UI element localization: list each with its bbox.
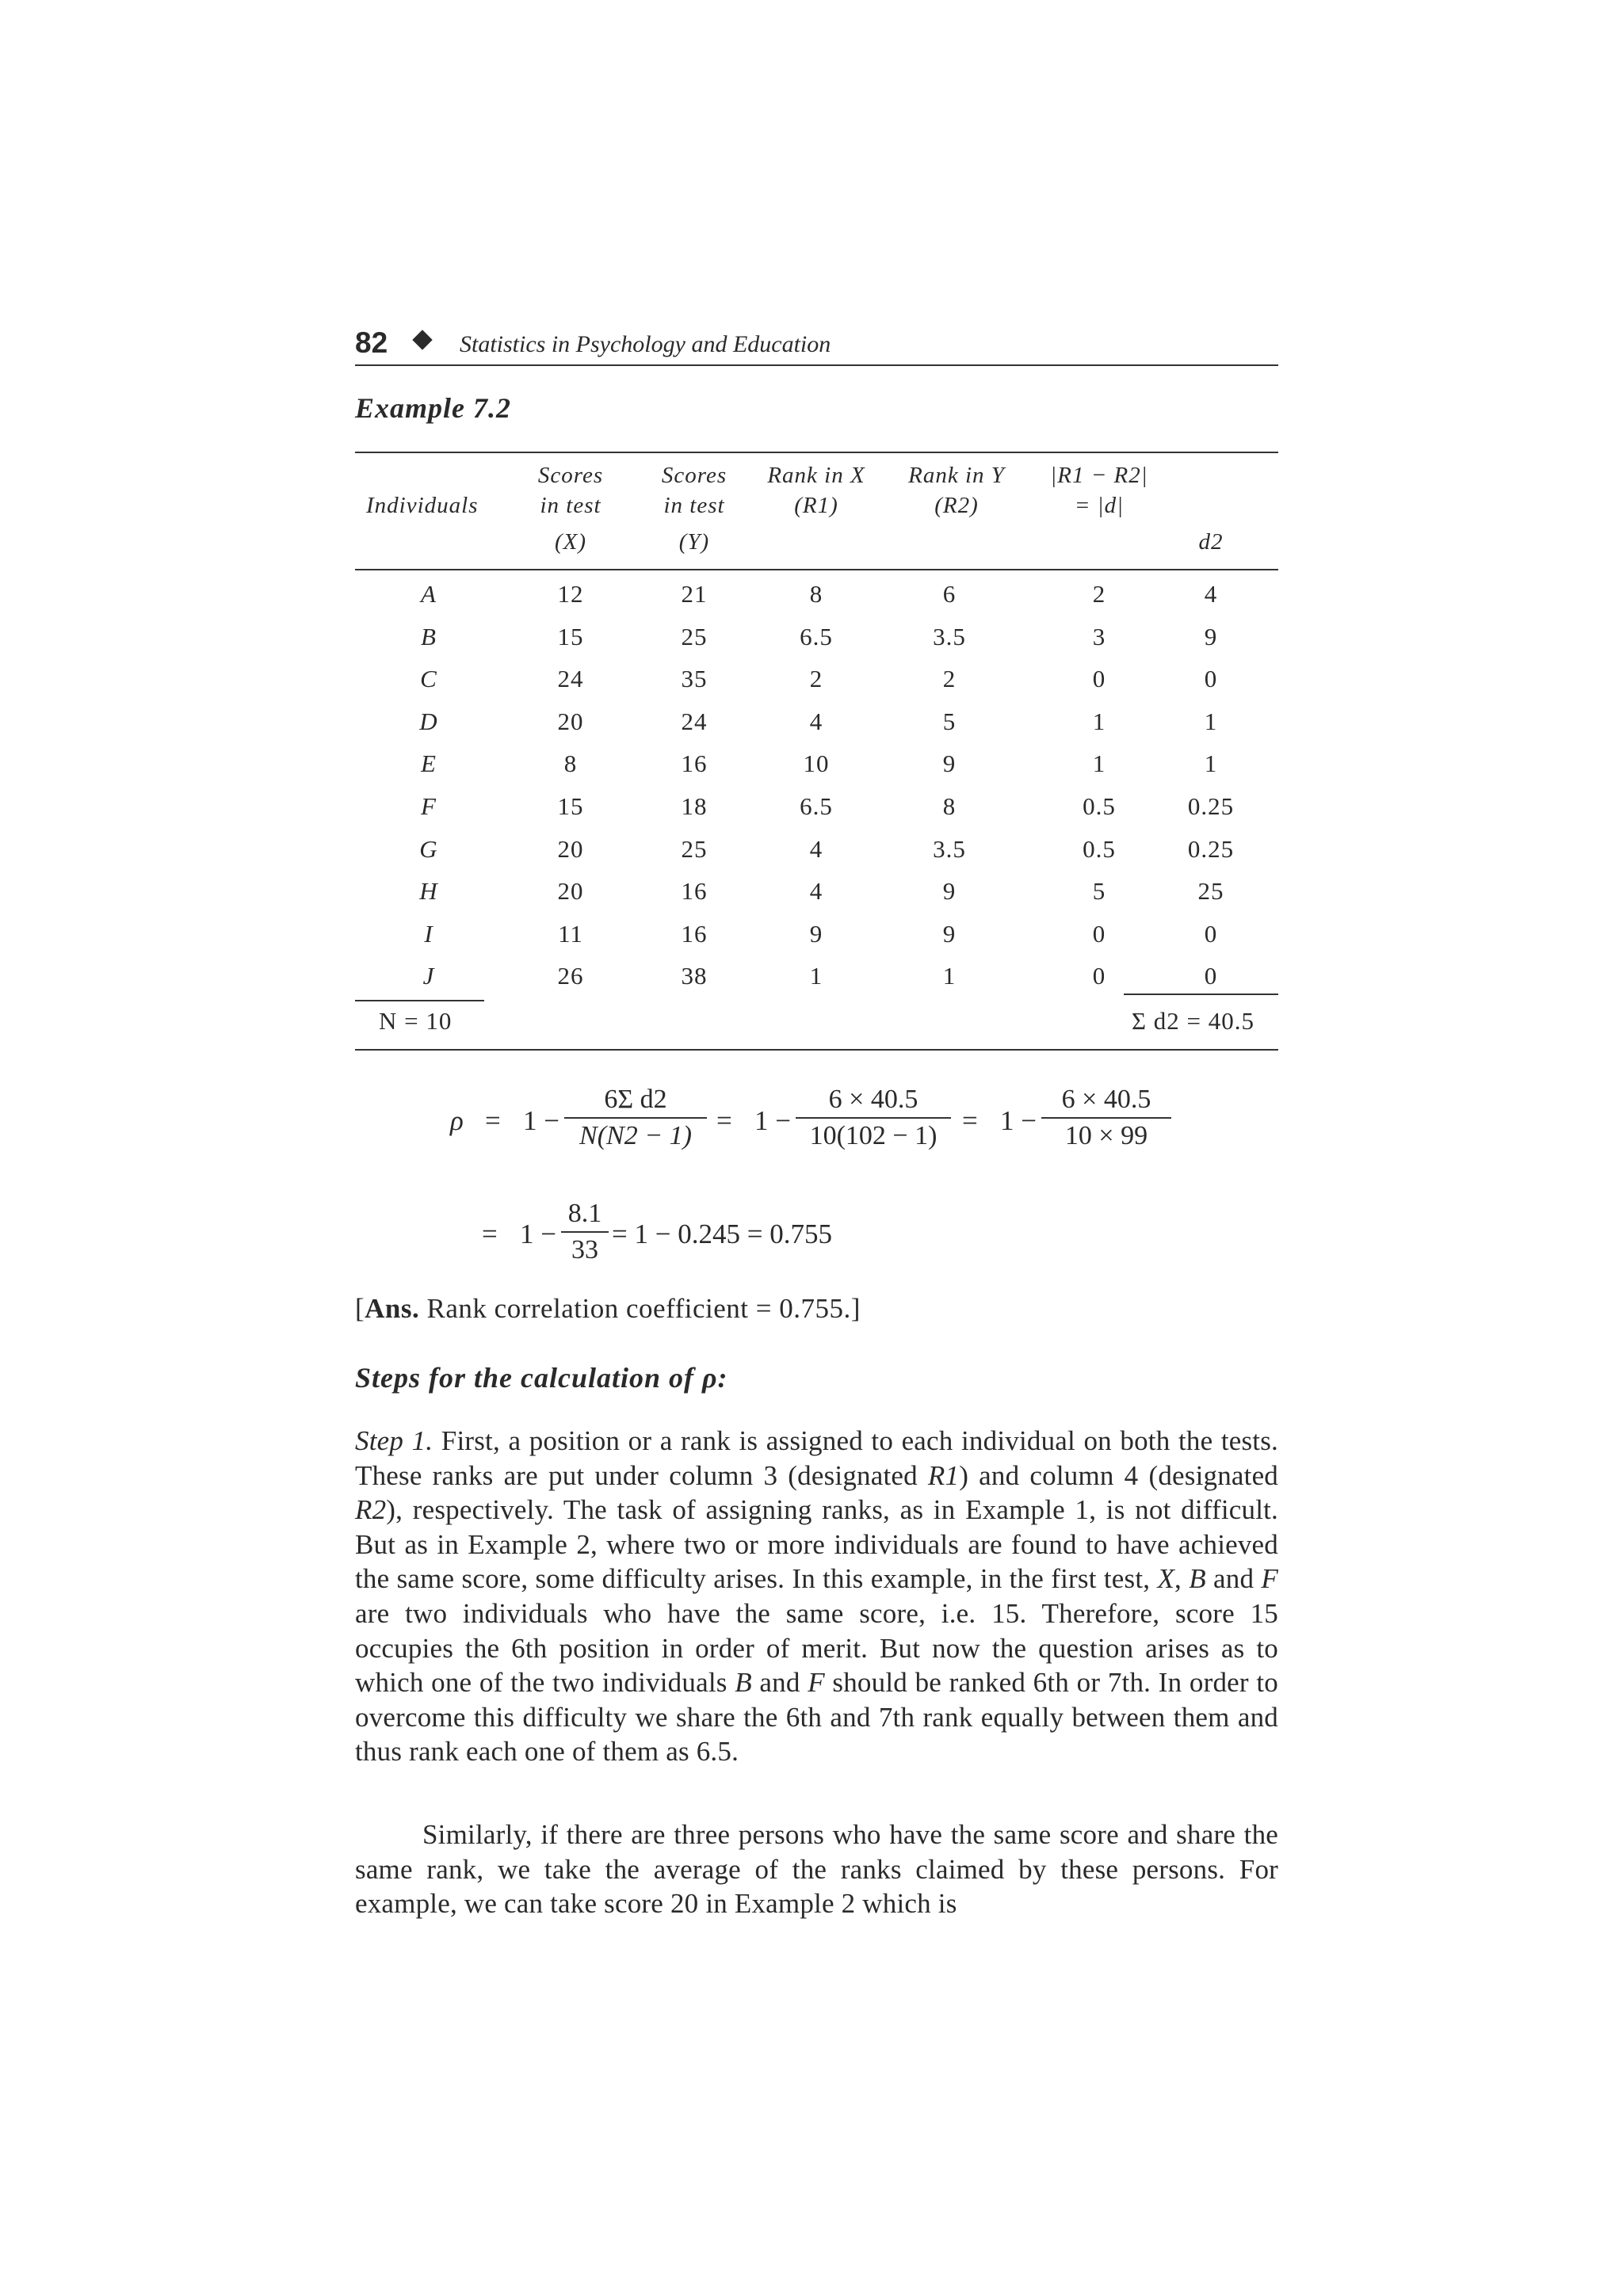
example-title: Example 7.2 bbox=[355, 392, 511, 424]
table-cell-r1: 4 bbox=[809, 877, 823, 906]
one-minus: 1 − bbox=[523, 1105, 559, 1136]
table-cell-y: 16 bbox=[681, 877, 708, 906]
table-cell-ind: C bbox=[420, 665, 437, 693]
b-symbol: B bbox=[1189, 1563, 1206, 1595]
table-cell-d2: 0.25 bbox=[1187, 834, 1235, 863]
table-cell-ind: A bbox=[421, 580, 437, 608]
steps-heading: Steps for the calculation of ρ: bbox=[355, 1362, 728, 1394]
table-cell-x: 15 bbox=[557, 792, 584, 820]
step-1-paragraph bbox=[355, 1424, 1278, 1769]
table-cell-r2: 1 bbox=[942, 962, 957, 990]
table-cell-ind: B bbox=[421, 622, 437, 650]
answer-text: Rank correlation coefficient = 0.755.] bbox=[419, 1293, 861, 1324]
table-cell-x: 8 bbox=[563, 749, 578, 778]
answer-line bbox=[355, 1293, 861, 1325]
r2-symbol: R2 bbox=[355, 1494, 387, 1526]
header-individuals: Individuals bbox=[366, 493, 479, 518]
table-total-n: N = 10 bbox=[379, 1007, 453, 1035]
one-minus: 1 − bbox=[1000, 1105, 1037, 1136]
header-rank-x-1: Rank in X bbox=[767, 463, 865, 488]
table-cell-d2: 0 bbox=[1204, 919, 1218, 948]
fraction-4-denominator: 33 bbox=[571, 1235, 598, 1264]
table-cell-d2: 1 bbox=[1204, 749, 1218, 778]
table-cell-r2: 3.5 bbox=[933, 834, 966, 863]
r1-symbol: R1 bbox=[927, 1459, 960, 1491]
step-label: Step 1. bbox=[355, 1425, 433, 1456]
answer-bracket: [ bbox=[355, 1293, 365, 1324]
table-cell-d: 0 bbox=[1092, 665, 1106, 693]
table-cell-d: 0.5 bbox=[1083, 792, 1116, 820]
table-cell-y: 25 bbox=[681, 622, 708, 650]
paragraph-text: , bbox=[1174, 1563, 1190, 1595]
paragraph-text: and bbox=[751, 1667, 808, 1699]
page-number: 82 bbox=[355, 326, 388, 359]
table-bottom-rule bbox=[355, 1049, 1278, 1051]
table-cell-r2: 2 bbox=[942, 665, 957, 693]
table-cell-x: 20 bbox=[557, 877, 584, 906]
fraction-4-numerator: 8.1 bbox=[567, 1199, 602, 1228]
table-cell-x: 26 bbox=[557, 962, 584, 990]
table-cell-x: 11 bbox=[558, 919, 583, 948]
table-cell-d2: 9 bbox=[1204, 622, 1218, 650]
fraction-1-denominator: N(N2 − 1) bbox=[579, 1121, 692, 1150]
table-cell-r1: 1 bbox=[809, 962, 823, 990]
x-symbol: X bbox=[1157, 1563, 1175, 1595]
table-cell-d2: 0.25 bbox=[1187, 792, 1235, 820]
table-cell-y: 16 bbox=[681, 919, 708, 948]
header-scores-x-3: (X) bbox=[554, 529, 587, 555]
paragraph-text: ), respectively. The task of assigning ranks, as in Example 1, is not difficult. But as in Example 2, where two or more individuals are found to have achieved the same score, some difficulty arises. In this example, in the first test, bbox=[355, 1494, 1278, 1595]
formula-result: = 1 − 0.245 = 0.755 bbox=[612, 1219, 832, 1249]
fraction-4 bbox=[561, 1196, 609, 1268]
table-cell-y: 21 bbox=[681, 580, 708, 608]
table-cell-ind: E bbox=[421, 749, 437, 778]
table-cell-r1: 6.5 bbox=[800, 622, 833, 650]
header-rule bbox=[355, 364, 1278, 366]
fraction-1 bbox=[564, 1082, 707, 1154]
table-total-d2: Σ d2 = 40.5 bbox=[1132, 1007, 1255, 1035]
b-symbol: B bbox=[735, 1667, 752, 1699]
one-minus: 1 − bbox=[754, 1105, 791, 1136]
header-diff-2: = |d| bbox=[1074, 493, 1125, 518]
table-cell-d: 0 bbox=[1092, 962, 1106, 990]
table-cell-x: 12 bbox=[557, 580, 584, 608]
table-cell-x: 15 bbox=[557, 622, 584, 650]
header-rank-y-2: (R2) bbox=[934, 493, 979, 518]
table-cell-d: 1 bbox=[1092, 707, 1106, 735]
table-cell-r2: 9 bbox=[942, 877, 957, 906]
equals-sign: = bbox=[482, 1219, 498, 1249]
table-cell-x: 20 bbox=[557, 834, 584, 863]
table-cell-d2: 1 bbox=[1204, 707, 1218, 735]
paragraph-text: First, a position or a rank is assigned to each individual on both the tests. These ranks are put under column 3 (designated bbox=[355, 1425, 1278, 1491]
diamond-icon bbox=[412, 330, 432, 349]
table-cell-r1: 4 bbox=[809, 707, 823, 735]
table-cell-r2: 8 bbox=[942, 792, 957, 820]
header-scores-y-1: Scores bbox=[661, 463, 727, 488]
rho-symbol: ρ bbox=[450, 1105, 464, 1136]
table-cell-r2: 6 bbox=[942, 580, 957, 608]
table-header-rule bbox=[355, 569, 1278, 570]
table-cell-d2: 25 bbox=[1197, 877, 1224, 906]
table-cell-d: 2 bbox=[1092, 580, 1106, 608]
table-cell-r1: 6.5 bbox=[800, 792, 833, 820]
table-cell-d2: 0 bbox=[1204, 665, 1218, 693]
table-cell-ind: J bbox=[422, 962, 435, 990]
answer-label: Ans. bbox=[365, 1293, 420, 1324]
table-cell-y: 24 bbox=[681, 707, 708, 735]
equals-sign: = bbox=[962, 1105, 978, 1136]
table-cell-d: 0.5 bbox=[1083, 834, 1116, 863]
header-rank-y-1: Rank in Y bbox=[908, 463, 1005, 488]
header-d2: d2 bbox=[1198, 529, 1224, 555]
table-cell-d2: 4 bbox=[1204, 580, 1218, 608]
paragraph-text: and bbox=[1205, 1563, 1262, 1595]
table-cell-r1: 10 bbox=[803, 749, 830, 778]
table-cell-x: 20 bbox=[557, 707, 584, 735]
fraction-1-numerator: 6Σ d2 bbox=[604, 1085, 667, 1114]
fraction-3 bbox=[1041, 1082, 1171, 1154]
table-cell-r2: 5 bbox=[942, 707, 957, 735]
paragraph-text: ) and column 4 (designated bbox=[959, 1459, 1278, 1491]
table-sum-rule bbox=[1124, 994, 1278, 995]
table-cell-d: 0 bbox=[1092, 919, 1106, 948]
table-cell-r1: 9 bbox=[809, 919, 823, 948]
table-cell-d: 5 bbox=[1092, 877, 1106, 906]
fraction-3-numerator: 6 × 40.5 bbox=[1061, 1085, 1151, 1114]
table-cell-d: 1 bbox=[1092, 749, 1106, 778]
table-cell-ind: F bbox=[421, 792, 437, 820]
table-cell-ind: G bbox=[419, 834, 438, 863]
fraction-3-denominator: 10 × 99 bbox=[1064, 1121, 1148, 1150]
header-scores-x-1: Scores bbox=[537, 463, 604, 488]
table-cell-ind: H bbox=[419, 877, 438, 906]
table-cell-x: 24 bbox=[557, 665, 584, 693]
table-top-rule bbox=[355, 452, 1278, 453]
header-scores-x-2: in test bbox=[540, 493, 601, 518]
table-cell-ind: I bbox=[424, 919, 433, 948]
fraction-2-denominator: 10(102 − 1) bbox=[809, 1121, 938, 1150]
header-rank-x-2: (R1) bbox=[794, 493, 838, 518]
table-cell-r1: 8 bbox=[809, 580, 823, 608]
fraction-2 bbox=[796, 1082, 951, 1154]
table-cell-r1: 2 bbox=[809, 665, 823, 693]
table-cell-d2: 0 bbox=[1204, 962, 1218, 990]
table-cell-r2: 3.5 bbox=[933, 622, 966, 650]
header-diff-1: |R1 − R2| bbox=[1050, 463, 1148, 488]
table-n-rule bbox=[355, 1000, 484, 1001]
table-cell-d: 3 bbox=[1092, 622, 1106, 650]
table-cell-y: 38 bbox=[681, 962, 708, 990]
equals-sign: = bbox=[716, 1105, 732, 1136]
header-scores-y-3: (Y) bbox=[678, 529, 710, 555]
header-scores-y-2: in test bbox=[663, 493, 725, 518]
table-cell-y: 35 bbox=[681, 665, 708, 693]
f-symbol: F bbox=[808, 1667, 825, 1699]
table-cell-r1: 4 bbox=[809, 834, 823, 863]
fraction-2-numerator: 6 × 40.5 bbox=[828, 1085, 918, 1114]
table-cell-r2: 9 bbox=[942, 919, 957, 948]
table-cell-y: 16 bbox=[681, 749, 708, 778]
paragraph-text: should be ranked 6th or 7th. In order to overcome this difficulty we share the 6th and 7th rank equally between them and thus rank each one of them as 6.5. bbox=[355, 1667, 1278, 1768]
equals-sign: = bbox=[485, 1105, 501, 1136]
one-minus: 1 − bbox=[520, 1219, 556, 1249]
table-cell-r2: 9 bbox=[942, 749, 957, 778]
f-symbol: F bbox=[1261, 1563, 1279, 1595]
paragraph-text: are two individuals who have the same score, i.e. 15. Therefore, score 15 occupies the 6th position in order of merit. But now the question arises as to which one of the two individuals bbox=[355, 1597, 1278, 1699]
book-title: Statistics in Psychology and Education bbox=[460, 331, 831, 357]
table-cell-y: 18 bbox=[681, 792, 708, 820]
table-cell-y: 25 bbox=[681, 834, 708, 863]
similarly-paragraph: Similarly, if there are three persons who have the same score and share the same rank, we take the average of the ranks claimed by these persons. For example, we can take score 20 in Example 2 which is bbox=[355, 1819, 1278, 1920]
table-cell-ind: D bbox=[419, 707, 438, 735]
